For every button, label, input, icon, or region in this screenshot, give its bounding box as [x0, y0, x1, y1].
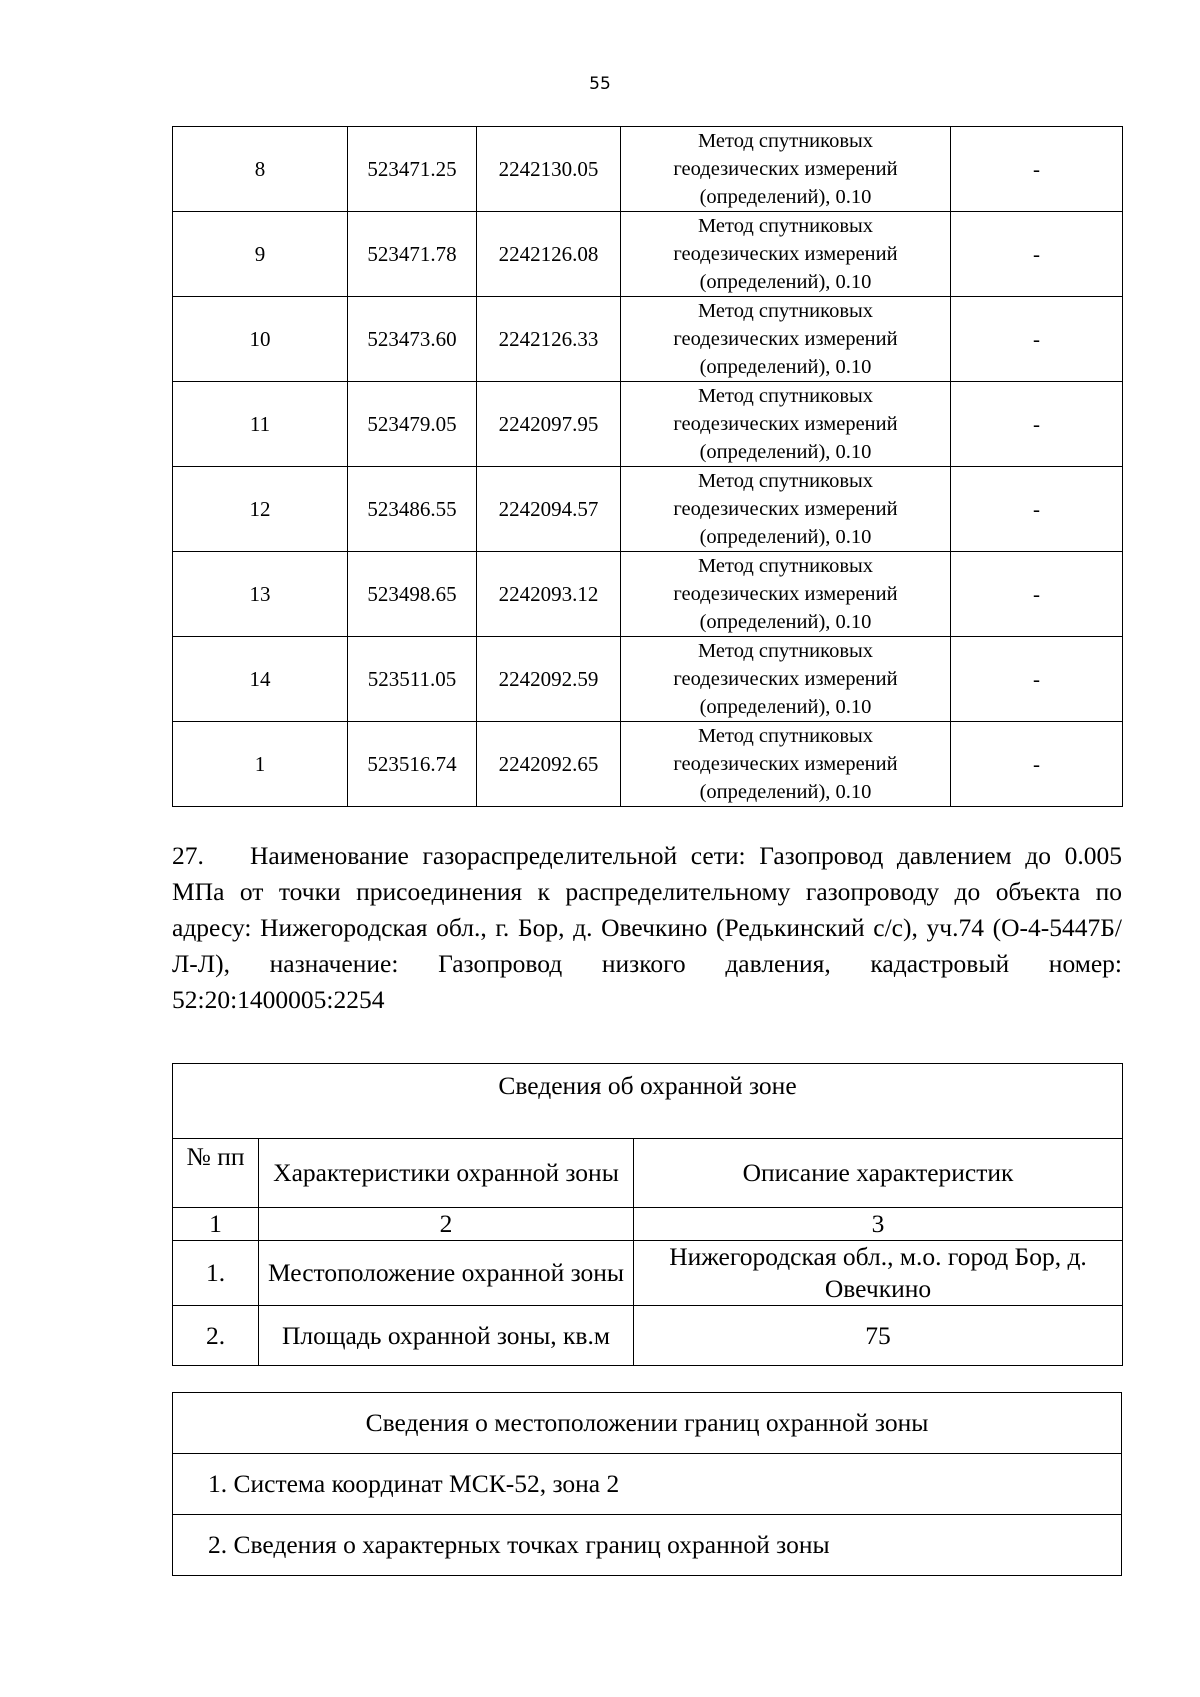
point-number-cell: 14: [173, 637, 348, 722]
method-line: геодезических измерений: [673, 668, 898, 690]
zone-header-description: Описание характеристик: [634, 1139, 1123, 1208]
x-coordinate-cell: 523479.05: [348, 382, 477, 467]
coordinates-table: [172, 126, 1123, 807]
zone-row-name: Местоположение охранной зоны: [259, 1241, 634, 1306]
x-coordinate-cell: 523516.74: [348, 722, 477, 807]
gas-network-description: [172, 838, 1122, 1018]
zone-row-value: 75: [634, 1306, 1123, 1366]
method-line: геодезических измерений: [673, 498, 898, 520]
note-cell: -: [951, 552, 1123, 637]
coord-row: [173, 297, 1123, 382]
y-coordinate-cell: 2242126.33: [477, 297, 621, 382]
method-line: Метод спутниковых: [697, 555, 874, 577]
method-line: (определений), 0.10: [699, 696, 872, 718]
method-line: (определений), 0.10: [699, 526, 872, 548]
point-number-cell: 1: [173, 722, 348, 807]
coord-row: [173, 212, 1123, 297]
zone-index-cell: 1: [173, 1208, 259, 1241]
method-cell: [621, 552, 951, 637]
note-cell: -: [951, 637, 1123, 722]
method-line: (определений), 0.10: [699, 441, 872, 463]
method-line: Метод спутниковых: [697, 385, 874, 407]
method-cell: [621, 382, 951, 467]
method-line: Метод спутниковых: [697, 215, 874, 237]
method-line: геодезических измерений: [673, 158, 898, 180]
method-cell: [621, 127, 951, 212]
zone-row-name: Площадь охранной зоны, кв.м: [259, 1306, 634, 1366]
method-line: (определений), 0.10: [699, 611, 872, 633]
x-coordinate-cell: 523473.60: [348, 297, 477, 382]
coord-row: [173, 637, 1123, 722]
point-number-cell: 12: [173, 467, 348, 552]
method-line: Метод спутниковых: [697, 640, 874, 662]
method-cell: [621, 212, 951, 297]
bounds-item: 2. Сведения о характерных точках границ охранной зоны: [173, 1515, 1122, 1576]
x-coordinate-cell: 523486.55: [348, 467, 477, 552]
y-coordinate-cell: 2242092.59: [477, 637, 621, 722]
point-number-cell: 10: [173, 297, 348, 382]
note-cell: -: [951, 722, 1123, 807]
method-line: (определений), 0.10: [699, 186, 872, 208]
x-coordinate-cell: 523471.78: [348, 212, 477, 297]
method-line: (определений), 0.10: [699, 271, 872, 293]
method-line: геодезических измерений: [673, 753, 898, 775]
method-line: Метод спутниковых: [697, 725, 874, 747]
coord-row: [173, 467, 1123, 552]
x-coordinate-cell: 523511.05: [348, 637, 477, 722]
y-coordinate-cell: 2242093.12: [477, 552, 621, 637]
method-line: Метод спутниковых: [697, 130, 874, 152]
method-line: Метод спутниковых: [697, 470, 874, 492]
point-number-cell: 13: [173, 552, 348, 637]
x-coordinate-cell: 523498.65: [348, 552, 477, 637]
bounds-table-title: Сведения о местоположении границ охранной зоны: [173, 1393, 1122, 1454]
method-cell: [621, 467, 951, 552]
zone-row-number: 1.: [173, 1241, 259, 1306]
note-cell: -: [951, 127, 1123, 212]
zone-header-number: № пп: [173, 1139, 259, 1208]
protection-zone-table: [172, 1063, 1123, 1366]
coord-row: [173, 552, 1123, 637]
paragraph-number: 27.: [172, 841, 204, 870]
method-cell: [621, 637, 951, 722]
note-cell: -: [951, 382, 1123, 467]
method-cell: [621, 297, 951, 382]
method-line: геодезических измерений: [673, 413, 898, 435]
method-line: геодезических измерений: [673, 583, 898, 605]
coord-row: [173, 127, 1123, 212]
method-line: Метод спутниковых: [697, 300, 874, 322]
method-cell: [621, 722, 951, 807]
y-coordinate-cell: 2242094.57: [477, 467, 621, 552]
method-line: (определений), 0.10: [699, 356, 872, 378]
coord-row: [173, 722, 1123, 807]
x-coordinate-cell: 523471.25: [348, 127, 477, 212]
y-coordinate-cell: 2242092.65: [477, 722, 621, 807]
page-number: 55: [589, 74, 611, 94]
zone-row-value: Нижегородская обл., м.о. город Бор, д. Овечкино: [634, 1241, 1123, 1306]
method-line: геодезических измерений: [673, 328, 898, 350]
zone-header-characteristics: Характеристики охранной зоны: [259, 1139, 634, 1208]
method-line: (определений), 0.10: [699, 781, 872, 803]
method-line: геодезических измерений: [673, 243, 898, 265]
zone-row-number: 2.: [173, 1306, 259, 1366]
point-number-cell: 9: [173, 212, 348, 297]
zone-index-cell: 2: [259, 1208, 634, 1241]
note-cell: -: [951, 212, 1123, 297]
bounds-item: 1. Система координат МСК-52, зона 2: [173, 1454, 1122, 1515]
y-coordinate-cell: 2242097.95: [477, 382, 621, 467]
zone-table-title: Сведения об охранной зоне: [173, 1064, 1123, 1139]
y-coordinate-cell: 2242126.08: [477, 212, 621, 297]
paragraph-text: Наименование газораспределительной сети: Газопровод давлением до 0.005 МПа от точки присоединения к распределительному газопроводу до объекта по адресу: Нижегородская обл., г. Бор, д. Овечкино (Редькинский с/с), уч.74 (О-4-5447Б/Л-Л), назначение: Газопровод низкого давления, кадастровый номер: 52:20:1400005:2254: [172, 841, 1122, 1014]
y-coordinate-cell: 2242130.05: [477, 127, 621, 212]
coord-row: [173, 382, 1123, 467]
note-cell: -: [951, 297, 1123, 382]
zone-boundaries-table: [172, 1392, 1122, 1576]
zone-index-cell: 3: [634, 1208, 1123, 1241]
point-number-cell: 11: [173, 382, 348, 467]
note-cell: -: [951, 467, 1123, 552]
point-number-cell: 8: [173, 127, 348, 212]
